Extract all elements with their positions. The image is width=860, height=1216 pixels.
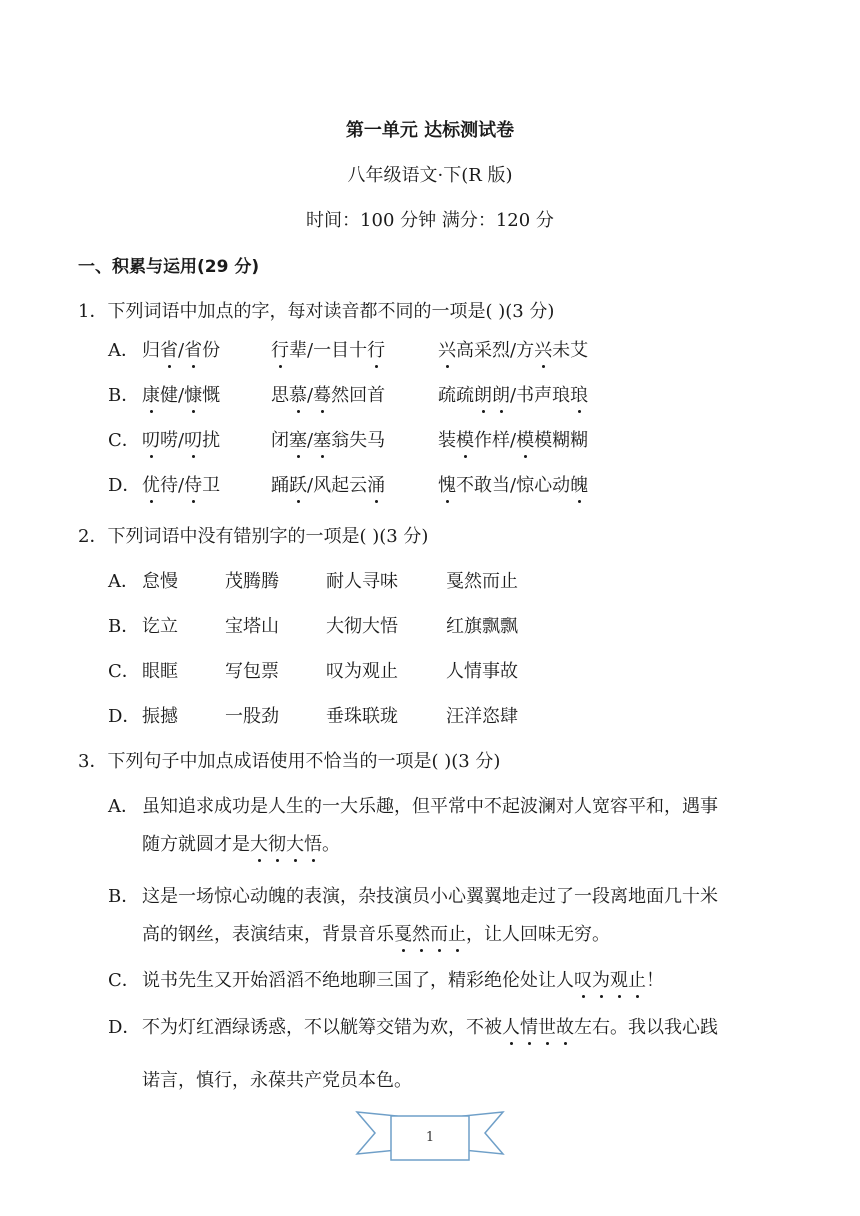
q1-option-c: [108, 426, 140, 452]
q2-b-word-1: 讫立: [142, 616, 178, 637]
q1-a-word-3: 兴高采烈/方兴未艾: [438, 336, 588, 362]
q2-a-word-1: 怠慢: [142, 571, 178, 592]
q3-option-c-line-1: [142, 966, 664, 992]
q1-c-word-1: 叨唠/叨扰: [142, 426, 220, 452]
q3-option-a-line-1: 虽知追求成功是人生的一大乐趣，但平常中不起波澜对人宽容平和，遇事: [142, 796, 718, 817]
dotted-idiom: 人情世故: [502, 1017, 574, 1038]
q2-c-word-4: 人情事故: [446, 661, 518, 682]
question-3-stem: 3．下列句子中加点成语使用不恰当的一项是( )(3 分): [78, 751, 501, 772]
q3-option-b-label: B．: [108, 886, 140, 907]
q2-d-word-1: 振撼: [142, 706, 178, 727]
q1-option-d: [108, 471, 140, 497]
option-label: C．: [108, 661, 140, 682]
text: 。: [322, 834, 340, 855]
question-2-stem: 2．下列词语中没有错别字的一项是( )(3 分): [78, 526, 429, 547]
question-1-stem: 1．下列词语中加点的字，每对读音都不同的一项是( )(3 分): [78, 301, 555, 322]
text: ，让人回味无穷。: [466, 924, 610, 945]
q1-option-b: [108, 381, 139, 407]
text: 不为灯红酒绿诱惑，不以觥筹交错为欢，不被: [142, 1017, 502, 1038]
option-label: A．: [108, 571, 139, 592]
q1-b-word-2: 思慕/蓦然回首: [271, 381, 385, 407]
q3-option-d-line-2: 诺言，慎行，永葆共产党员本色。: [142, 1070, 412, 1091]
text: 高的钢丝，表演结束，背景音乐: [142, 924, 394, 945]
q2-b-word-3: 大彻大悟: [326, 616, 398, 637]
dotted-idiom: 叹为观止: [574, 970, 646, 991]
q2-option-d: [108, 702, 140, 728]
q2-d-word-4: 汪洋恣肆: [446, 706, 518, 727]
q1-d-word-3: 愧不敢当/惊心动魄: [438, 471, 588, 497]
text: 随方就圆才是: [142, 834, 250, 855]
q2-c-word-2: 写包票: [225, 661, 279, 682]
q3-option-c-label: C．: [108, 970, 140, 991]
q2-option-a: [108, 567, 139, 593]
q1-b-word-3: 疏疏朗朗/书声琅琅: [438, 381, 588, 407]
q2-a-word-4: 戛然而止: [446, 571, 518, 592]
q1-option-a: [108, 336, 139, 362]
option-label: D．: [108, 706, 141, 727]
q1-c-word-3: 装模作样/模模糊糊: [438, 426, 588, 452]
q3-option-b-line-1: 这是一场惊心动魄的表演，杂技演员小心翼翼地走过了一段离地面几十米: [142, 886, 718, 907]
q2-a-word-3: 耐人寻味: [326, 571, 398, 592]
q1-c-word-2: 闭塞/塞翁失马: [271, 426, 385, 452]
exam-info: 时间：100 分钟 满分：120 分: [306, 210, 554, 231]
q1-b-word-1: 康健/慷慨: [142, 381, 220, 407]
page-subtitle: 八年级语文·下(R 版): [347, 165, 513, 186]
q3-option-b-line-2: [142, 920, 610, 946]
q1-d-word-1: 优待/侍卫: [142, 471, 220, 497]
q2-b-word-2: 宝塔山: [225, 616, 279, 637]
text: 说书先生又开始滔滔不绝地聊三国了，精彩绝伦处让人: [142, 970, 574, 991]
q2-c-word-1: 眼眶: [142, 661, 178, 682]
page-number: 1: [425, 1130, 435, 1145]
option-label: B．: [108, 385, 140, 406]
q2-option-b: [108, 612, 139, 638]
q2-c-word-3: 叹为观止: [326, 661, 398, 682]
option-label: C．: [108, 430, 140, 451]
option-label: D．: [108, 475, 141, 496]
q3-option-a-label: A．: [108, 796, 139, 817]
q1-a-word-1: 归省/省份: [142, 336, 220, 362]
q2-d-word-2: 一股劲: [225, 706, 279, 727]
q2-a-word-2: 茂腾腾: [225, 571, 279, 592]
q3-option-a-line-2: [142, 830, 340, 856]
q2-option-c: [108, 657, 140, 683]
q3-option-d-line-1: [142, 1013, 718, 1039]
q1-a-word-2: 行辈/一目十行: [271, 336, 385, 362]
page-title: 第一单元 达标测试卷: [345, 120, 515, 141]
q3-option-d-label: D．: [108, 1017, 141, 1038]
q1-d-word-2: 踊跃/风起云涌: [271, 471, 385, 497]
text: ！: [646, 970, 664, 991]
q2-d-word-3: 垂珠联珑: [326, 706, 398, 727]
section-heading: 一、积累与运用(29 分): [78, 257, 260, 277]
text: 左右。我以我心践: [574, 1017, 718, 1038]
dotted-idiom: 戛然而止: [394, 924, 466, 945]
q2-b-word-4: 红旗飘飘: [446, 616, 518, 637]
option-label: A．: [108, 340, 139, 361]
option-label: B．: [108, 616, 140, 637]
dotted-idiom: 大彻大悟: [250, 834, 322, 855]
